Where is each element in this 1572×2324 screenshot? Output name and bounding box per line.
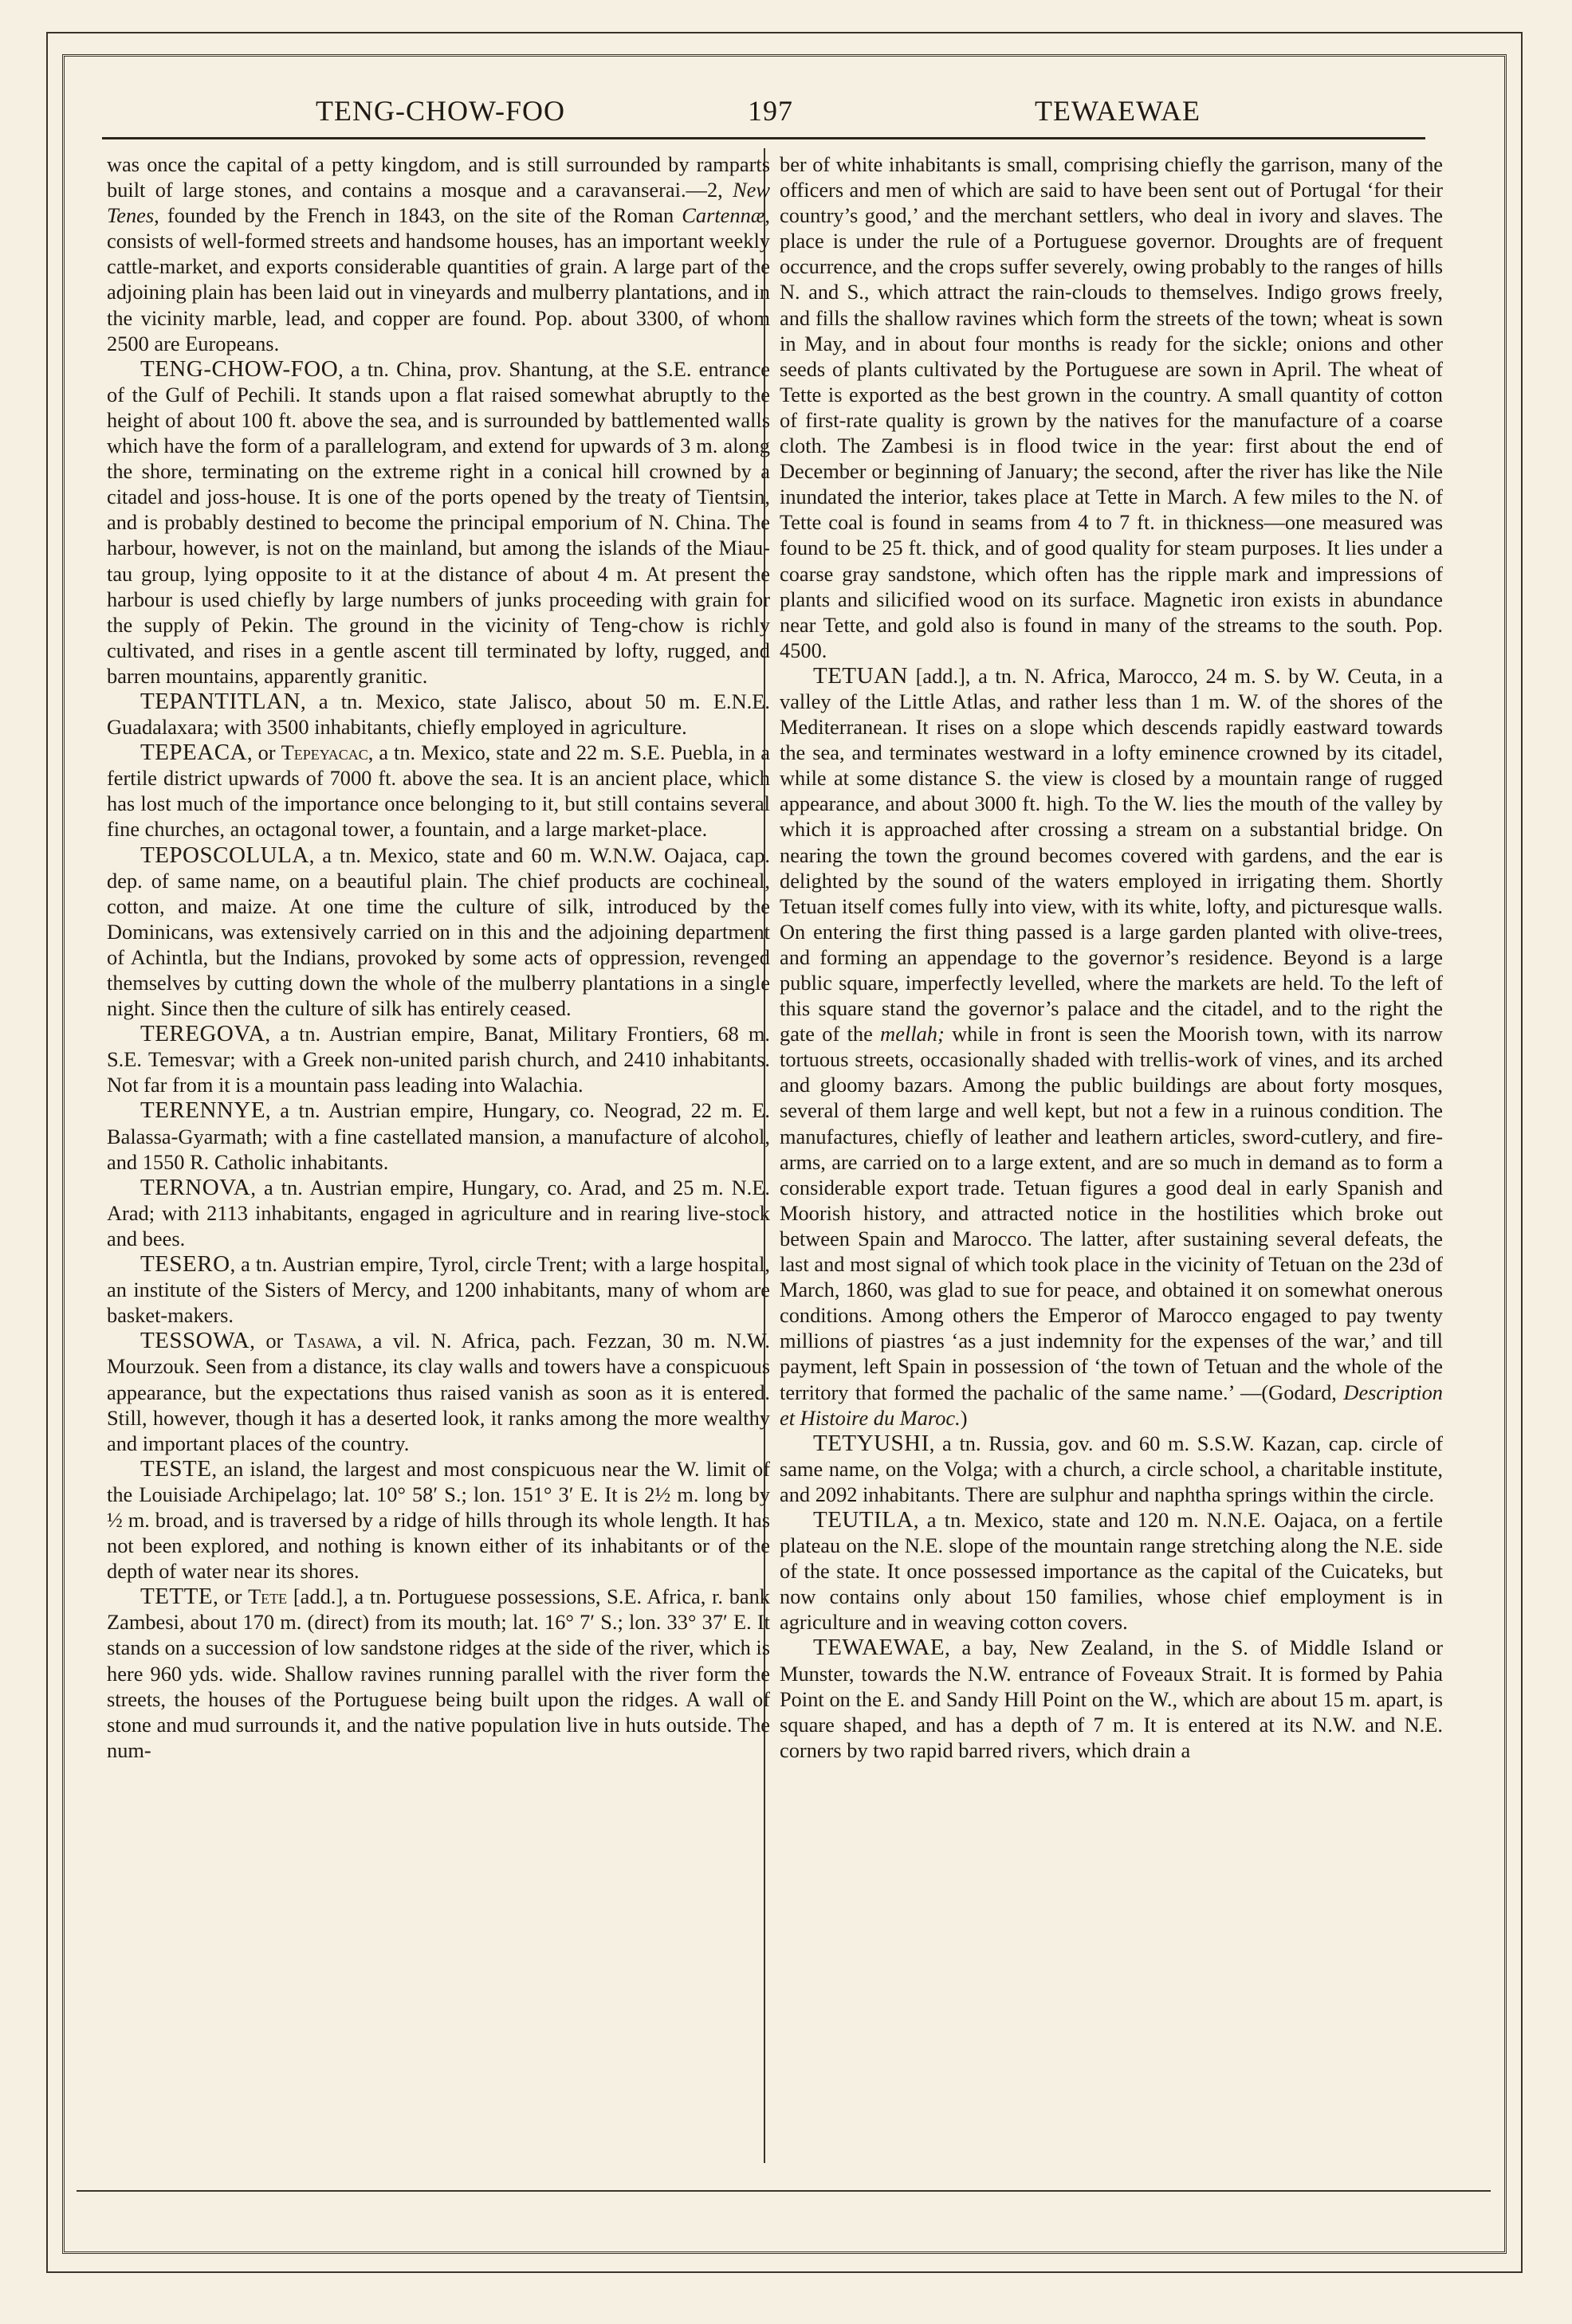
entry-teng-chow-foo: TENG-CHOW-FOO, a tn. China, prov. Shantung, at the S.E. entrance of the Gulf of Pechili. It stands upon a flat raised somewhat abruptly to the height of about 100 ft. above the sea, and is surrounded by battlemented walls which have the form of a parallelogram, and extend for upwards of 3 m. along the shore, terminating on the extreme right in a conical hill crowned by a citadel and joss-house. It is one of the ports opened by the treaty of Tientsin, and is probably destined to become the principal emporium of N. China. The harbour, however, is not on the mainland, but among the islands of the Miau-tau group, lying opposite to it at the distance of about 4 m. At present the harbour is used chiefly by large numbers of junks proceeding with grain for the supply of Pekin. The ground in the vicinity of Teng-chow is richly cultivated, and rises in a gentle ascent till terminated by lofty, rugged, and barren mountains, apparently granitic. bbox=[107, 355, 770, 688]
entry-heading: TEUTILA bbox=[813, 1506, 914, 1533]
entry-heading: TESERO bbox=[140, 1251, 230, 1278]
entry-tewaewae: TEWAEWAE, a bay, New Zealand, in the S. of Middle Island or Munster, towards the N.W. entrance of Foveaux Strait. It is formed by Pahia Point on the E. and Sandy Hill Point on the W., which are about 15 m. apart, is square shaped, and has a depth of 7 m. It is entered at its N.W. and N.E. corners by two rapid barred rivers, which drain a bbox=[780, 1635, 1443, 1762]
entry-tesero: TESERO, a tn. Austrian empire, Tyrol, circle Trent; with a large hospital, an institute of the Sisters of Mercy, and 1200 inhabitants, many of whom are basket-makers. bbox=[107, 1251, 770, 1328]
header-rule bbox=[102, 137, 1425, 139]
entry-heading: TEPOSCOLULA bbox=[140, 842, 309, 868]
page-number: 197 bbox=[748, 95, 793, 127]
entry-heading: TEWAEWAE bbox=[813, 1635, 945, 1661]
entry-teposcolula: TEPOSCOLULA, a tn. Mexico, state and 60 m. W.N.W. Oajaca, cap. dep. of same name, on a beautiful plain. The chief products are cochineal, cotton, and maize. At one time the culture of silk, introduced by the Dominicans, was extensively carried on in this and the adjoining department of Achintla, but the Indians, provoked by some acts of oppression, revenged themselves by cutting down the whole of the mulberry plantations in a single night. Since then the culture of silk has entirely ceased. bbox=[107, 842, 770, 1021]
header-left-title: TENG-CHOW-FOO bbox=[316, 95, 565, 127]
right-column bbox=[780, 151, 1443, 2168]
entry-tetyushi: TETYUSHI, a tn. Russia, gov. and 60 m. S.S.W. Kazan, cap. circle of same name, on the Volga; with a church, a circle school, a charitable institute, and 2092 inhabitants. There are sulphur and naphtha springs within the circle. bbox=[780, 1430, 1443, 1506]
entry-tessowa: TESSOWA, or Tasawa, a vil. N. Africa, pach. Fezzan, 30 m. N.W. Mourzouk. Seen from a distance, its clay walls and towers have a conspicuous appearance, but the expectations thus raised vanish as soon as it is entered. Still, however, though it has a deserted look, it ranks among the more wealthy and important places of the country. bbox=[107, 1328, 770, 1455]
entry-heading: TETTE bbox=[140, 1584, 214, 1610]
left-column bbox=[107, 151, 770, 2168]
entry-heading: TETUAN bbox=[813, 662, 908, 689]
entry-terennye: TERENNYE, a tn. Austrian empire, Hungary, co. Neograd, 22 m. E. Balassa-Gyarmath; with a fine castellated mansion, a manufacture of alcohol, and 1550 R. Catholic inhabitants. bbox=[107, 1097, 770, 1174]
entry-teste: TESTE, an island, the largest and most conspicuous near the W. limit of the Louisiade Archipelago; lat. 10° 58′ S.; lon. 151° 3′ E. It is 2½ m. long by ½ m. broad, and is traversed by a ridge of hills through its whole length. It has not been explored, and nothing is known either of its inhabitants or of the depth of water near its shores. bbox=[107, 1455, 770, 1584]
entry-tepantitlan: TEPANTITLAN, a tn. Mexico, state Jalisco, about 50 m. E.N.E. Guadalaxara; with 3500 inhabitants, chiefly employed in agriculture. bbox=[107, 688, 770, 740]
entry-heading: TENG-CHOW-FOO bbox=[140, 355, 339, 382]
entry-teutila: TEUTILA, a tn. Mexico, state and 120 m. N.N.E. Oajaca, on a fertile plateau on the N.E. slope of the mountain range stretching along the N.E. side of the state. It once possessed importance as the capital of the Cuicateks, but now contains only about 150 families, whose chief employment is in agriculture and in weaving cotton covers. bbox=[780, 1506, 1443, 1635]
continuation-paragraph: was once the capital of a petty kingdom, and is still surrounded by ramparts built of large stones, and contains a mosque and a caravanserai.—2, New Tenes, founded by the French in 1843, on the site of the Roman Cartennæ, consists of well-formed streets and handsome houses, has an important weekly cattle-market, and exports considerable quantities of grain. A large part of the adjoining plain has been laid out in vineyards and mulberry plantations, and in the vicinity marble, lead, and copper are found. Pop. about 3300, of whom 2500 are Europeans. bbox=[107, 152, 770, 355]
entry-tepeaca: TEPEACA, or Tepeyacac, a tn. Mexico, state and 22 m. S.E. Puebla, in a fertile district upwards of 7000 ft. above the sea. It is an ancient place, which has lost much of the importance once belonging to it, but still contains several fine churches, an octagonal tower, a fountain, and a large market-place. bbox=[107, 740, 770, 842]
bottom-rule bbox=[77, 2190, 1491, 2192]
entry-teregova: TEREGOVA, a tn. Austrian empire, Banat, Military Frontiers, 68 m. S.E. Temesvar; with a Greek non-united parish church, and 2410 inhabitants. Not far from it is a mountain pass leading into Walachia. bbox=[107, 1021, 770, 1097]
header-right-title: TEWAEWAE bbox=[1035, 95, 1201, 127]
entry-heading: TESSOWA bbox=[140, 1328, 250, 1354]
entry-heading: TERNOVA bbox=[140, 1174, 251, 1200]
entry-heading: TETYUSHI bbox=[813, 1430, 929, 1456]
entry-heading: TERENNYE bbox=[140, 1097, 266, 1124]
entry-ternova: TERNOVA, a tn. Austrian empire, Hungary, co. Arad, and 25 m. N.E. Arad; with 2113 inhabitants, engaged in agriculture and in rearing live-stock and bees. bbox=[107, 1174, 770, 1250]
entry-tette: TETTE, or Tete [add.], a tn. Portuguese possessions, S.E. Africa, r. bank Zambesi, about 170 m. (direct) from its mouth; lat. 16° 7′ S.; lon. 33° 37′ E. It stands on a succession of low sandstone ridges at the side of the river, which is here 960 yds. wide. Shallow ravines running parallel with the river form the streets, the houses of the Portuguese being built upon the ridges. A wall of stone and mud surrounds it, and the native population live in huts outside. The num- bbox=[107, 1584, 770, 1762]
entry-tetuan: TETUAN [add.], a tn. N. Africa, Marocco, 24 m. S. by W. Ceuta, in a valley of the Little Atlas, and rather less than 1 m. W. of the shores of the Mediterranean. It rises on a slope which descends rapidly eastward towards the sea, and terminates westward in a lofty eminence crowned by its citadel, while at some distance S. the view is closed by a mountain range of rugged appearance, and about 3000 ft. high. To the W. lies the mouth of the valley by which it is approached after crossing a stream on a substantial bridge. On nearing the town the ground becomes covered with gardens, and the ear is delighted by the sound of the waters employed in irrigating them. Shortly Tetuan itself comes fully into view, with its white, lofty, and picturesque walls. On entering the first thing passed is a large garden planted with olive-trees, and forming an appendage to the governor’s residence. Beyond is a large public square, imperfectly levelled, where the markets are held. To the left of this square stand the governor’s palace and the citadel, and to the right the gate of the mellah; while in front is seen the Moorish town, with its narrow tortuous streets, occasionally shaded with trellis-work of vines, and its arched and gloomy bazars. Among the public buildings are about forty mosques, several of them large and well kept, but not a few in a ruinous condition. The manufactures, chiefly of leather and leathern articles, sword-cutlery, and fire-arms, are carried on to a large extent, and are so much in demand as to form a considerable export trade. Tetuan figures a good deal in early Spanish and Moorish history, and attracted notice in the hostilities which broke out between Spain and Marocco. The latter, after sustaining several defeats, the last and most signal of which took place in the vicinity of Tetuan on the 23d of March, 1860, was glad to sue for peace, and obtained it on somewhat onerous conditions. Among others the Emperor of Marocco engaged to pay twenty millions of piastres ‘as a just indemnity for the expenses of the war,’ and till payment, left Spain in possession of ‘the town of Tetuan and the whole of the territory that formed the pachalic of the same name.’ —(Godard, Description et Histoire du Maroc.) bbox=[780, 662, 1443, 1430]
entry-heading: TEREGOVA bbox=[140, 1021, 265, 1047]
continuation-paragraph: ber of white inhabitants is small, comprising chiefly the garrison, many of the officers and men of which are said to have been sent out of Portugal ‘for their country’s good,’ and the merchant settlers, who deal in ivory and slaves. The place is under the rule of a Portuguese governor. Droughts are of frequent occurrence, and the crops suffer severely, owing probably to the ranges of hills N. and S., which attract the rain-clouds to themselves. Indigo grows freely, and fills the shallow ravines which form the streets of the town; wheat is sown in May, and in about four months is ready for the sickle; onions and other seeds of plants cultivated by the Portuguese are sown in April. The wheat of Tette is exported as the best grown in the country. A small quantity of cotton of first-rate quality is grown by the natives for the manufacture of a coarse cloth. The Zambesi is in flood twice in the year: first about the end of December or beginning of January; the second, after the river has like the Nile inundated the interior, takes place at Tette in March. A few miles to the N. of Tette coal is found in seams from 4 to 7 ft. in thickness—one measured was found to be 25 ft. thick, and of good quality for steam purposes. It lies under a coarse gray sandstone, which often has the ripple mark and impressions of plants and silicified wood on its surface. Magnetic iron exists in abundance near Tette, and gold also is found in many of the streams to the south. Pop. 4500. bbox=[780, 152, 1443, 662]
entry-heading: TESTE bbox=[140, 1455, 212, 1482]
entry-heading: TEPANTITLAN bbox=[140, 688, 301, 714]
entry-heading: TEPEACA bbox=[140, 740, 247, 766]
